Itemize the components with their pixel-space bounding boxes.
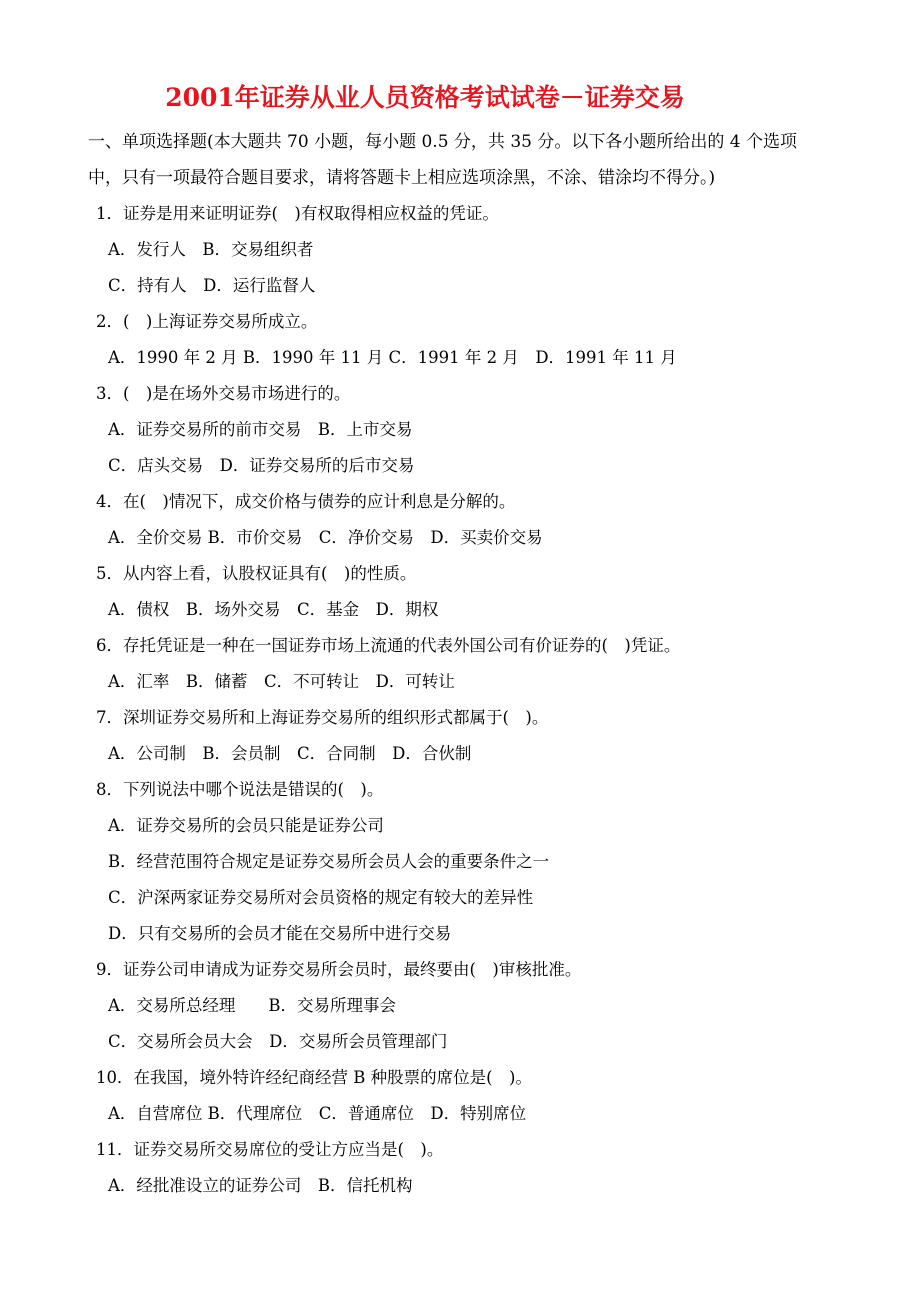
answer-options: A．公司制 B．会员制 C．合同制 D．合伙制 (108, 744, 472, 763)
answer-options: A．汇率 B．储蓄 C．不可转让 D．可转让 (108, 672, 455, 691)
section-intro (88, 124, 848, 196)
page-title: 2001年证券从业人员资格考试试卷－证券交易 (165, 83, 685, 112)
question-stem: 6．存托凭证是一种在一国证券市场上流通的代表外国公司有价证券的( )凭证。 (96, 636, 681, 655)
answer-options: C．沪深两家证券交易所对会员资格的规定有较大的差异性 (108, 888, 534, 907)
question-stem: 3．( )是在场外交易市场进行的。 (96, 384, 351, 403)
answer-options: B．经营范围符合规定是证券交易所会员人会的重要条件之一 (108, 852, 550, 871)
question-stem: 8．下列说法中哪个说法是错误的( )。 (96, 780, 384, 799)
answer-options: C．交易所会员大会 D．交易所会员管理部门 (108, 1032, 448, 1051)
intro-line: 中，只有一项最符合题目要求，请将答题卡上相应选项涂黑，不涂、错涂均不得分。) (88, 168, 716, 188)
question-stem: 1．证券是用来证明证券( )有权取得相应权益的凭证。 (96, 204, 499, 223)
answer-options: A．证券交易所的会员只能是证券公司 (108, 816, 384, 835)
answer-options: A．全价交易 B．市价交易 C．净价交易 D．买卖价交易 (108, 528, 543, 547)
answer-options: A．1990 年 2 月 B．1990 年 11 月 C．1991 年 2 月 D．1991 年 11 月 (108, 348, 677, 367)
question-stem: 10．在我国，境外特许经纪商经营 B 种股票的席位是( )。 (96, 1068, 532, 1087)
question-stem: 4．在( )情况下，成交价格与债券的应计利息是分解的。 (96, 492, 516, 511)
question-stem: 2．( )上海证券交易所成立。 (96, 312, 318, 331)
answer-options: A．发行人 B．交易组织者 (108, 240, 314, 259)
question-list (0, 196, 920, 1204)
question-stem: 5．从内容上看，认股权证具有( )的性质。 (96, 564, 417, 583)
answer-options: C．持有人 D．运行监督人 (108, 276, 316, 295)
question-stem: 9．证券公司申请成为证券交易所会员时，最终要由( )审核批准。 (96, 960, 582, 979)
answer-options: A．自营席位 B．代理席位 C．普通席位 D．特别席位 (108, 1104, 527, 1123)
intro-line: 一、单项选择题(本大题共 70 小题，每小题 0.5 分，共 35 分。以下各小题所给出的 4 个选项 (88, 132, 797, 152)
answer-options: A．债权 B．场外交易 C．基金 D．期权 (108, 600, 439, 619)
answer-options: A．交易所总经理 B．交易所理事会 (108, 996, 397, 1015)
question-stem: 7．深圳证券交易所和上海证券交易所的组织形式都属于( )。 (96, 708, 549, 727)
answer-options: D．只有交易所的会员才能在交易所中进行交易 (108, 924, 452, 943)
answer-options: C．店头交易 D．证券交易所的后市交易 (108, 456, 415, 475)
answer-options: A．经批准设立的证券公司 B．信托机构 (108, 1176, 413, 1195)
answer-options: A．证券交易所的前市交易 B．上市交易 (108, 420, 413, 439)
question-stem: 11．证券交易所交易席位的受让方应当是( )。 (96, 1140, 444, 1159)
